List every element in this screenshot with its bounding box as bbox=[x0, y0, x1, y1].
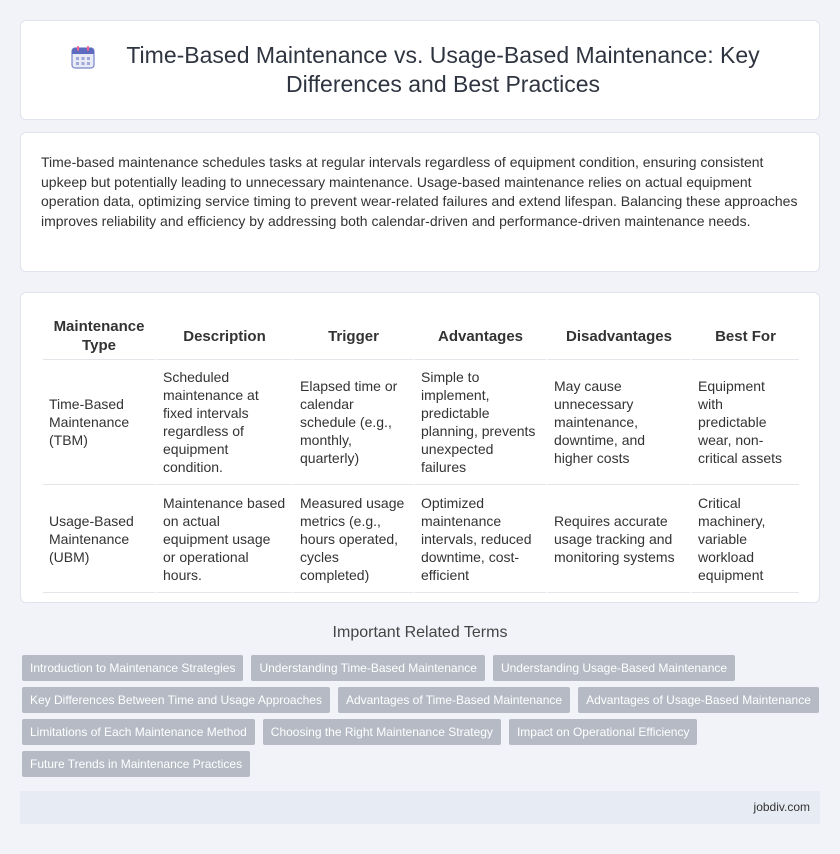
column-header: Description bbox=[155, 313, 292, 360]
table-cell: Usage-Based Maintenance (UBM) bbox=[43, 485, 155, 593]
table-cell: Measured usage metrics (e.g., hours operated, cycles completed) bbox=[292, 485, 413, 593]
related-terms-title: Important Related Terms bbox=[332, 624, 508, 641]
header-card bbox=[20, 20, 820, 120]
related-term-tag[interactable]: Advantages of Time-Based Maintenance bbox=[338, 687, 570, 713]
page-title: Time-Based Maintenance vs. Usage-Based Maintenance: Key Differences and Best Practices bbox=[126, 42, 760, 97]
comparison-table bbox=[43, 313, 799, 593]
table-cell: Time-Based Maintenance (TBM) bbox=[43, 360, 155, 485]
related-term-tag[interactable]: Understanding Time-Based Maintenance bbox=[251, 655, 484, 681]
table-cell: May cause unnecessary maintenance, downtime, and higher costs bbox=[546, 360, 690, 485]
related-term-tag[interactable]: Understanding Usage-Based Maintenance bbox=[493, 655, 735, 681]
calendar-icon bbox=[70, 44, 96, 70]
table-cell: Scheduled maintenance at fixed intervals regardless of equipment condition. bbox=[155, 360, 292, 485]
table-cell: Elapsed time or calendar schedule (e.g., monthly, quarterly) bbox=[292, 360, 413, 485]
related-term-tag[interactable]: Introduction to Maintenance Strategies bbox=[22, 655, 243, 681]
table-cell: Requires accurate usage tracking and monitoring systems bbox=[546, 485, 690, 593]
tag-row bbox=[22, 687, 822, 713]
column-header: Disadvantages bbox=[546, 313, 690, 360]
column-header: Advantages bbox=[413, 313, 546, 360]
table-cell: Maintenance based on actual equipment usage or operational hours. bbox=[155, 485, 292, 593]
column-header: Maintenance Type bbox=[43, 313, 155, 360]
related-term-tag[interactable]: Advantages of Usage-Based Maintenance bbox=[578, 687, 819, 713]
table-cell: Simple to implement, predictable planning, prevents unexpected failures bbox=[413, 360, 546, 485]
table-cell: Critical machinery, variable workload equipment bbox=[690, 485, 799, 593]
tag-row bbox=[22, 751, 822, 777]
table-row bbox=[43, 360, 799, 485]
related-term-tag[interactable]: Impact on Operational Efficiency bbox=[509, 719, 698, 745]
related-term-tag[interactable]: Future Trends in Maintenance Practices bbox=[22, 751, 250, 777]
summary-text: Time-based maintenance schedules tasks at regular intervals regardless of equipment condition, ensuring consistent upkeep but potentially leading to unnecessary maintenance. Usage-based maintenance relies on actual equipment operation data, optimizing service timing to prevent wear-related failures and extend lifespan. Balancing these approaches improves reliability and efficiency by addressing both calendar-driven and performance-driven maintenance needs. bbox=[41, 154, 798, 229]
related-terms-tags bbox=[22, 655, 822, 783]
related-term-tag[interactable]: Key Differences Between Time and Usage Approaches bbox=[22, 687, 330, 713]
table-row bbox=[43, 485, 799, 593]
title-wrap bbox=[70, 41, 770, 99]
comparison-table-card bbox=[20, 292, 820, 603]
table-cell: Optimized maintenance intervals, reduced downtime, cost-efficient bbox=[413, 485, 546, 593]
related-term-tag[interactable]: Choosing the Right Maintenance Strategy bbox=[263, 719, 501, 745]
tag-row bbox=[22, 655, 822, 681]
column-header: Best For bbox=[690, 313, 799, 360]
table-cell: Equipment with predictable wear, non-critical assets bbox=[690, 360, 799, 485]
tag-row bbox=[22, 719, 822, 745]
column-header: Trigger bbox=[292, 313, 413, 360]
footer-site-link[interactable]: jobdiv.com bbox=[753, 800, 810, 814]
summary-card bbox=[20, 132, 820, 272]
related-term-tag[interactable]: Limitations of Each Maintenance Method bbox=[22, 719, 255, 745]
table-header-row bbox=[43, 313, 799, 360]
footer bbox=[20, 791, 820, 824]
